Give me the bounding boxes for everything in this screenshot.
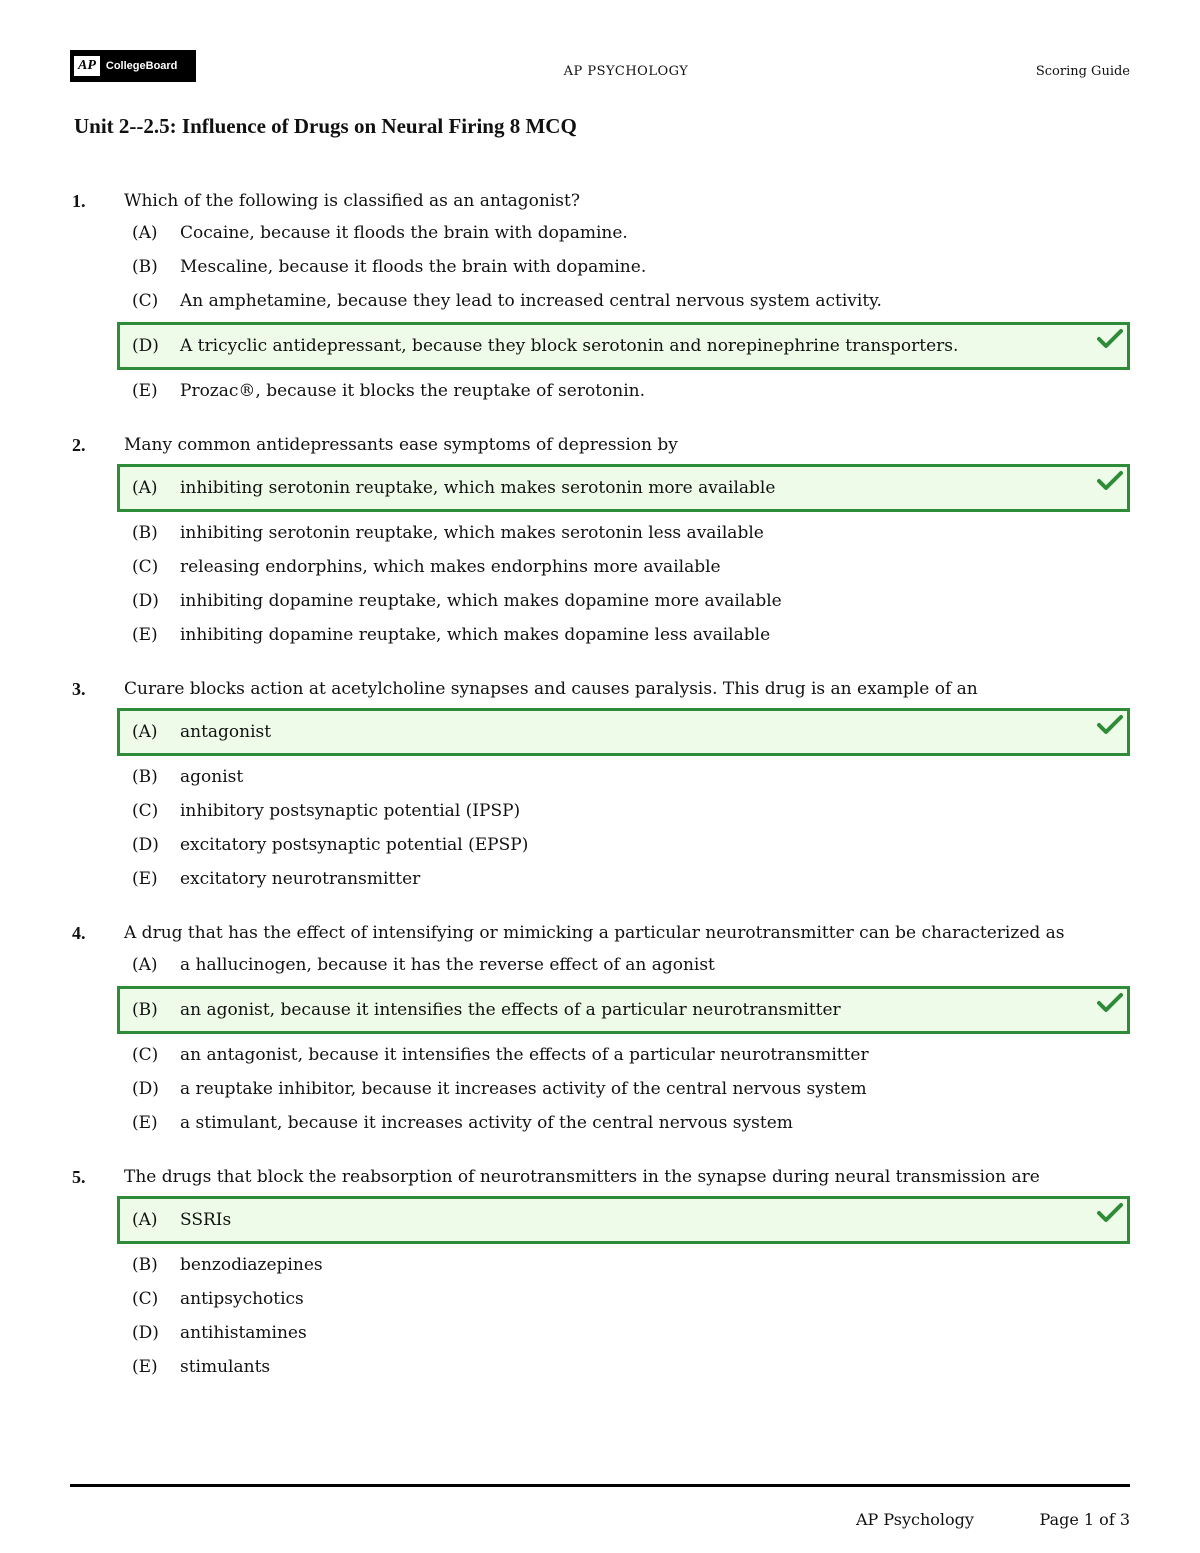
checkmark-icon <box>1097 328 1123 350</box>
choice-letter: (C) <box>132 801 159 821</box>
choice-letter: (B) <box>132 1000 158 1020</box>
choice-letter: (D) <box>132 835 159 855</box>
collegeboard-logo-text: CollegeBoard <box>105 60 178 72</box>
question-stem <box>0 1162 1200 1192</box>
correct-answer-choice <box>117 708 1130 756</box>
answer-choice <box>0 794 1200 828</box>
header-doc-type: Scoring Guide <box>1035 64 1130 79</box>
choice-letter: (C) <box>132 291 159 311</box>
choice-text: A tricyclic antidepressant, because they block serotonin and norepinephrine transporters. <box>180 336 959 356</box>
correct-answer-choice <box>117 322 1130 370</box>
choice-text: inhibiting serotonin reuptake, which makes serotonin less available <box>180 523 764 543</box>
choice-text: inhibiting dopamine reuptake, which makes dopamine more available <box>180 591 782 611</box>
question-text: Which of the following is classified as an antagonist? <box>124 191 580 211</box>
page-header <box>70 50 1130 90</box>
answer-choice <box>0 550 1200 584</box>
footer-divider <box>70 1484 1130 1487</box>
answer-choice <box>0 828 1200 862</box>
question-number: 5. <box>72 1166 86 1187</box>
question-item <box>0 918 1200 1140</box>
choice-letter: (E) <box>132 869 158 889</box>
choice-text: Prozac®, because it blocks the reuptake of serotonin. <box>180 381 646 401</box>
choice-text: inhibiting serotonin reuptake, which makes serotonin more available <box>180 478 776 498</box>
answer-choice <box>0 618 1200 652</box>
choice-text: inhibitory postsynaptic potential (IPSP) <box>180 801 521 821</box>
answer-choice <box>0 862 1200 896</box>
checkmark-icon <box>1097 714 1123 736</box>
question-stem <box>0 918 1200 948</box>
correct-answer-choice <box>117 464 1130 512</box>
choice-letter: (D) <box>132 336 159 356</box>
answer-choice <box>0 284 1200 318</box>
correct-answer-choice <box>117 1196 1130 1244</box>
choice-text: antihistamines <box>180 1323 307 1343</box>
page-title: Unit 2--2.5: Influence of Drugs on Neural Firing 8 MCQ <box>74 114 577 138</box>
choice-letter: (E) <box>132 1113 158 1133</box>
question-item <box>0 186 1200 408</box>
question-text: A drug that has the effect of intensifying or mimicking a particular neurotransmitter can be characterized as <box>124 923 1065 943</box>
choice-letter: (B) <box>132 1255 158 1275</box>
choice-text: agonist <box>180 767 244 787</box>
choice-text: Mescaline, because it floods the brain with dopamine. <box>180 257 647 277</box>
choice-letter: (B) <box>132 523 158 543</box>
choice-text: excitatory neurotransmitter <box>180 869 421 889</box>
choice-text: a hallucinogen, because it has the reverse effect of an agonist <box>180 955 715 975</box>
choice-letter: (D) <box>132 591 159 611</box>
choice-text: An amphetamine, because they lead to increased central nervous system activity. <box>180 291 882 311</box>
header-subject: AP PSYCHOLOGY <box>563 64 689 79</box>
choice-text: releasing endorphins, which makes endorphins more available <box>180 557 721 577</box>
question-stem <box>0 674 1200 704</box>
choice-letter: (B) <box>132 257 158 277</box>
checkmark-icon <box>1097 1202 1123 1224</box>
choice-letter: (A) <box>132 955 158 975</box>
choice-letter: (C) <box>132 1045 159 1065</box>
question-number: 2. <box>72 434 86 455</box>
choice-text: excitatory postsynaptic potential (EPSP) <box>180 835 529 855</box>
choice-letter: (D) <box>132 1079 159 1099</box>
choice-letter: (E) <box>132 381 158 401</box>
question-stem <box>0 430 1200 460</box>
answer-choice <box>0 1282 1200 1316</box>
question-item <box>0 674 1200 896</box>
answer-choice <box>0 216 1200 250</box>
question-text: Curare blocks action at acetylcholine synapses and causes paralysis. This drug is an example of an <box>124 679 978 699</box>
question-number: 1. <box>72 190 86 211</box>
answer-choice <box>0 516 1200 550</box>
answer-choice <box>0 760 1200 794</box>
answer-choice <box>0 948 1200 982</box>
choice-letter: (E) <box>132 625 158 645</box>
choice-text: a reuptake inhibitor, because it increases activity of the central nervous system <box>180 1079 867 1099</box>
answer-choice <box>0 1350 1200 1384</box>
choice-text: stimulants <box>180 1357 271 1377</box>
choice-text: an agonist, because it intensifies the effects of a particular neurotransmitter <box>180 1000 841 1020</box>
ap-logo-mark: AP <box>74 56 100 76</box>
question-item <box>0 1162 1200 1384</box>
choice-letter: (C) <box>132 1289 159 1309</box>
question-text: Many common antidepressants ease symptoms of depression by <box>124 435 678 455</box>
answer-choice <box>0 1248 1200 1282</box>
choice-letter: (E) <box>132 1357 158 1377</box>
answer-choice <box>0 1316 1200 1350</box>
choice-text: benzodiazepines <box>180 1255 323 1275</box>
choice-text: SSRIs <box>180 1210 232 1230</box>
correct-answer-choice <box>117 986 1130 1034</box>
choice-letter: (A) <box>132 223 158 243</box>
footer-page-number: Page 1 of 3 <box>1039 1510 1130 1529</box>
choice-letter: (B) <box>132 767 158 787</box>
checkmark-icon <box>1097 470 1123 492</box>
choice-text: a stimulant, because it increases activity of the central nervous system <box>180 1113 793 1133</box>
choice-letter: (C) <box>132 557 159 577</box>
answer-choice <box>0 1106 1200 1140</box>
question-number: 3. <box>72 678 86 699</box>
question-list <box>0 186 1200 1406</box>
question-item <box>0 430 1200 652</box>
choice-text: Cocaine, because it floods the brain with dopamine. <box>180 223 628 243</box>
choice-letter: (D) <box>132 1323 159 1343</box>
choice-text: inhibiting dopamine reuptake, which makes dopamine less available <box>180 625 771 645</box>
choice-letter: (A) <box>132 1210 158 1230</box>
answer-choice <box>0 1038 1200 1072</box>
question-stem <box>0 186 1200 216</box>
footer-course: AP Psychology <box>856 1510 974 1529</box>
question-number: 4. <box>72 922 86 943</box>
choice-text: antagonist <box>180 722 272 742</box>
question-text: The drugs that block the reabsorption of neurotransmitters in the synapse during neural transmission are <box>124 1167 1040 1187</box>
checkmark-icon <box>1097 992 1123 1014</box>
answer-choice <box>0 250 1200 284</box>
answer-choice <box>0 584 1200 618</box>
answer-choice <box>0 374 1200 408</box>
choice-letter: (A) <box>132 722 158 742</box>
choice-text: antipsychotics <box>180 1289 304 1309</box>
choice-letter: (A) <box>132 478 158 498</box>
choice-text: an antagonist, because it intensifies the effects of a particular neurotransmitter <box>180 1045 869 1065</box>
answer-choice <box>0 1072 1200 1106</box>
